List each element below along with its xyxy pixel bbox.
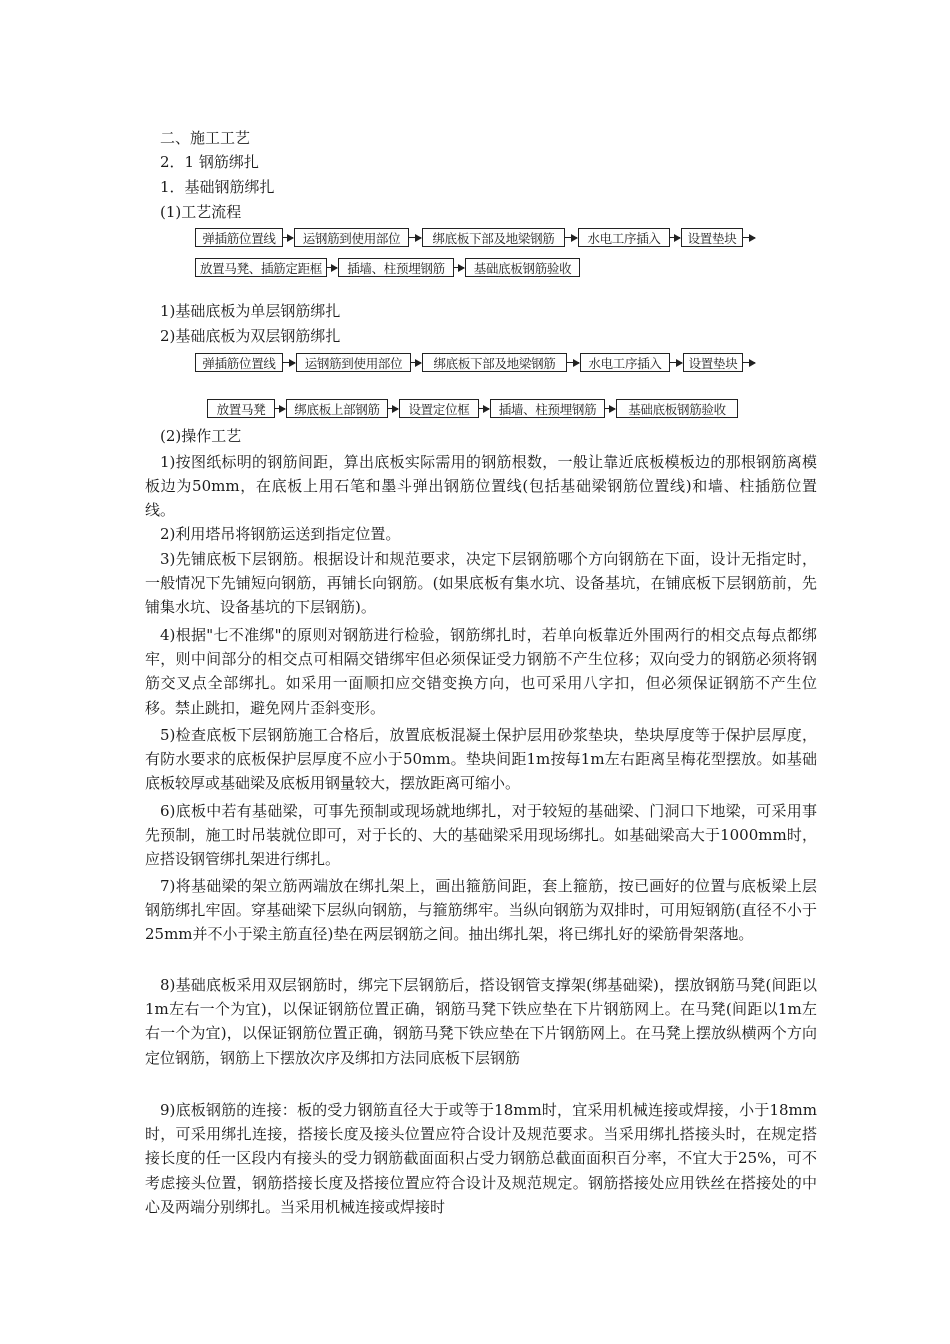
arrow-icon	[327, 267, 337, 268]
flow-step: 设置垫块	[681, 228, 743, 247]
flow-step: 绑底板上部钢筋	[286, 399, 388, 418]
arrow-icon	[454, 267, 464, 268]
flow-step: 放置马凳、插筋定距框	[195, 258, 327, 277]
flow-step: 运钢筋到使用部位	[296, 353, 411, 372]
flow-step: 水电工序插入	[580, 353, 670, 372]
case-label-double-layer: 2)基础底板为双层钢筋绑扎	[160, 327, 341, 345]
paragraph-5: 5)检查底板下层钢筋施工合格后，放置底板混凝土保护层用砂浆垫块，垫块厚度等于保护层厚度，有防水要求的底板保护层厚度不应小于50mm。垫块间距1m按每1m左右距离呈梅花型摆放。如基础底板较厚或基础梁及底板用钢量较大，摆放距离可缩小。	[145, 726, 817, 793]
arrow-icon	[743, 237, 755, 238]
paragraph-7: 7)将基础梁的架立筋两端放在绑扎架上，画出箍筋间距，套上箍筋，按已画好的位置与底板梁上层钢筋绑扎牢固。穿基础梁下层纵向钢筋，与箍筋绑牢。当纵向钢筋为双排时，可用短钢筋(直径不小于25mm并不小于梁主筋直径)垫在两层钢筋之间。抽出绑扎架，将已绑扎好的梁筋骨架落地。	[145, 877, 817, 944]
flow-step: 弹插筋位置线	[195, 353, 283, 372]
arrow-icon	[743, 362, 755, 363]
flow-step: 弹插筋位置线	[195, 228, 283, 247]
case-label-single-layer: 1)基础底板为单层钢筋绑扎	[160, 302, 341, 320]
operation-heading: (2)操作工艺	[160, 427, 242, 445]
paragraph-3: 3)先铺底板下层钢筋。根据设计和规范要求，决定下层钢筋哪个方向钢筋在下面，设计无指定时，一般情况下先铺短向钢筋，再铺长向钢筋。(如果底板有集水坑、设备基坑，在铺底板下层钢筋前，先铺集水坑、设备基坑的下层钢筋)。	[145, 550, 817, 617]
arrow-icon	[670, 237, 680, 238]
paragraph-6: 6)底板中若有基础梁，可事先预制或现场就地绑扎，对于较短的基础梁、门洞口下地梁，可采用事先预制，施工时吊装就位即可，对于长的、大的基础梁采用现场绑扎。如基础梁高大于1000mm时，应搭设钢管绑扎架进行绑扎。	[145, 802, 817, 869]
arrow-icon	[670, 362, 682, 363]
arrow-icon	[411, 362, 421, 363]
flow-step: 基础底板钢筋验收	[616, 399, 738, 418]
item-heading: 1．基础钢筋绑扎	[160, 178, 275, 196]
flow-step: 运钢筋到使用部位	[294, 228, 409, 247]
arrow-icon	[605, 408, 615, 409]
arrow-icon	[275, 408, 285, 409]
flow-step: 水电工序插入	[578, 228, 670, 247]
arrow-icon	[409, 237, 421, 238]
flow-step: 插墙、柱预埋钢筋	[338, 258, 454, 277]
flow-step: 插墙、柱预埋钢筋	[490, 399, 605, 418]
flow-step: 放置马凳	[207, 399, 275, 418]
flow-step: 设置垫块	[683, 353, 743, 372]
arrow-icon	[283, 362, 295, 363]
flow-step: 绑底板下部及地梁钢筋	[422, 228, 565, 247]
flow-step: 绑底板下部及地梁钢筋	[422, 353, 567, 372]
paragraph-2: 2)利用塔吊将钢筋运送到指定位置。	[160, 525, 401, 543]
paragraph-1: 1)按图纸标明的钢筋间距，算出底板实际需用的钢筋根数，一般让靠近底板模板边的那根钢筋离模板边为50mm，在底板上用石笔和墨斗弹出钢筋位置线(包括基础梁钢筋位置线)和墙、柱插筋位置线。	[145, 453, 817, 520]
paragraph-9: 9)底板钢筋的连接：板的受力钢筋直径大于或等于18mm时，宜采用机械连接或焊接，小于18mm时，可采用绑扎连接，搭接长度及接头位置应符合设计及规范要求。当采用绑扎搭接头时，在规定搭接长度的任一区段内有接头的受力钢筋截面面积占受力钢筋总截面面积百分率，不宜大于25%，可不考虑接头位置，钢筋搭接长度及搭接位置应符合设计及规范规定。钢筋搭接处应用铁丝在搭接处的中心及两端分别绑扎。当采用机械连接或焊接时	[145, 1101, 817, 1216]
flow-step: 基础底板钢筋验收	[465, 258, 580, 277]
flow-step: 设置定位框	[399, 399, 479, 418]
arrow-icon	[479, 408, 489, 409]
subsection-heading: 2．1 钢筋绑扎	[160, 153, 259, 171]
paragraph-4: 4)根据"七不准绑"的原则对钢筋进行检验，钢筋绑扎时，若单向板靠近外围两行的相交点每点都绑牢，则中间部分的相交点可相隔交错绑牢但必须保证受力钢筋不产生位移；双向受力的钢筋必须将钢筋交叉点全部绑扎。如采用一面顺扣应交错变换方向，也可采用八字扣，但必须保证钢筋不产生位移。禁止跳扣，避免网片歪斜变形。	[145, 626, 817, 717]
section-heading: 二、施工工艺	[160, 129, 251, 147]
paragraph-8: 8)基础底板采用双层钢筋时，绑完下层钢筋后，搭设钢管支撑架(绑基础梁)，摆放钢筋马凳(间距以1m左右一个为宜)，以保证钢筋位置正确，钢筋马凳下铁应垫在下片钢筋网上。在马凳(间距以1m左右一个为宜)，以保证钢筋位置正确，钢筋马凳下铁应垫在下片钢筋网上。在马凳上摆放纵横两个方向定位钢筋，钢筋上下摆放次序及绑扣方法同底板下层钢筋	[145, 976, 817, 1067]
arrow-icon	[567, 362, 579, 363]
arrow-icon	[283, 237, 293, 238]
process-flow-heading: (1)工艺流程	[160, 203, 242, 221]
arrow-icon	[565, 237, 577, 238]
arrow-icon	[388, 408, 398, 409]
